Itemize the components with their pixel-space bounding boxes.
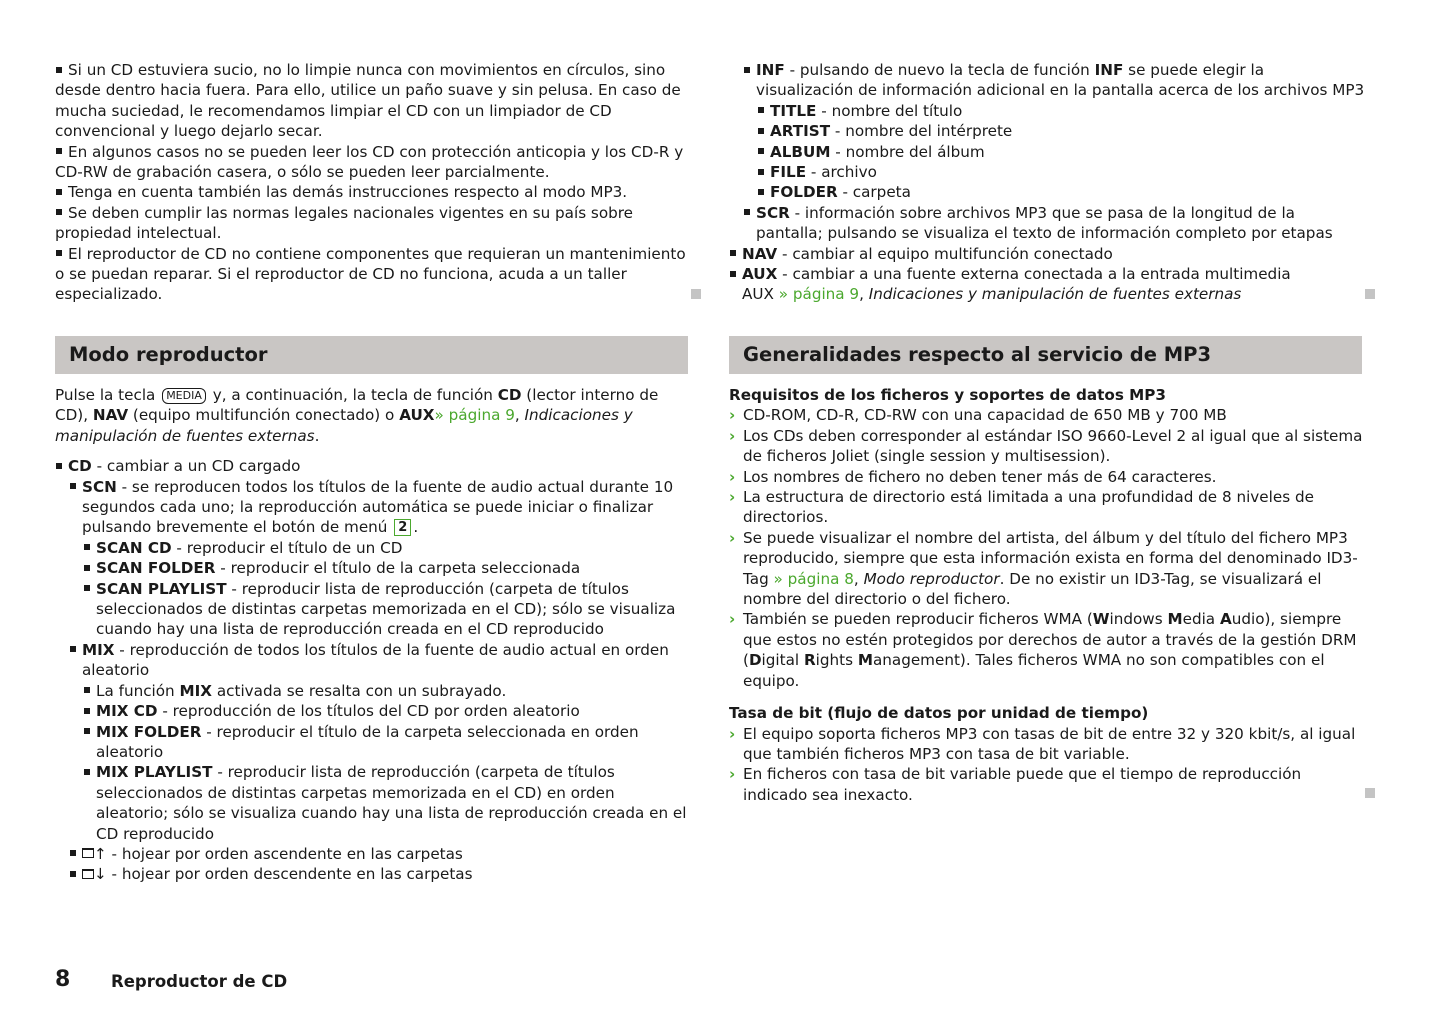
bullet-square-icon [84, 585, 90, 591]
chevron-right-icon: › [729, 467, 736, 486]
list-item: TITLE - nombre del título [729, 101, 1365, 121]
chevron-right-icon: › [729, 610, 736, 629]
list-item: › También se pueden reproducir ficheros WMA (Windows Media Audio), siempre que estos no estén protegidos por derechos de autor a través de la gestión DRM (Digital Rights Management). Tales ficheros WMA no son compatibles con el equipo. [729, 610, 1357, 690]
list-item: MIX - reproducción de todos los títulos de la fuente de audio actual en orden aleatorio [55, 640, 691, 681]
chevron-right-icon: › [729, 488, 736, 507]
page-number: 8 [55, 967, 71, 992]
section-header: Modo reproductor [55, 336, 688, 374]
list-item: SCN - se reproducen todos los títulos de la fuente de audio actual durante 10 segundos cada uno; la reproducción automática se puede iniciar o finalizar pulsando brevemente el botón de menú 2 . [55, 477, 691, 538]
bullet-square-icon [70, 871, 76, 877]
note-item: Si un CD estuviera sucio, no lo limpie nunca con movimientos en círculos, sino desde dentro hacia fuera. Para ello, utilice un paño suave y sin pelusa. En caso de mucha suciedad, le recomendamos limpiar el CD con un limpiador de CD convencional y luego dejarlo secar. [55, 61, 681, 141]
list-item: ALBUM - nombre del álbum [729, 142, 1365, 162]
bullet-square-icon [56, 209, 62, 215]
bullet-square-icon [758, 169, 764, 175]
folder-icon [82, 869, 94, 879]
section-header: Generalidades respecto al servicio de MP3 [729, 336, 1362, 374]
list-item: ↑ - hojear por orden ascendente en las carpetas [55, 844, 691, 864]
list-item: › El equipo soporta ficheros MP3 con tasas de bit de entre 32 y 320 kbit/s, al igual que también ficheros MP3 con tasa de bit variable. [729, 724, 1356, 763]
bullet-square-icon [744, 209, 750, 215]
bullet-square-icon [56, 67, 62, 73]
bullet-square-icon [84, 565, 90, 571]
list-item: AUX - cambiar a una fuente externa conectada a la entrada multimedia AUX » página 9, Indicaciones y manipulación de fuentes externas [729, 264, 1365, 305]
bullet-square-icon [56, 463, 62, 469]
list-item: ↓ - hojear por orden descendente en las carpetas [55, 864, 691, 884]
list-item: FILE - archivo [729, 162, 1365, 182]
chapter-title: Reproductor de CD [111, 972, 288, 991]
list-item: La función MIX activada se resalta con un subrayado. [55, 681, 691, 701]
bullet-square-icon [758, 128, 764, 134]
page-link[interactable]: » página 9 [434, 406, 515, 425]
bullet-square-icon [56, 148, 62, 154]
list-item: INF - pulsando de nuevo la tecla de función INF se puede elegir la visualización de información adicional en la pantalla acerca de los archivos MP3 [729, 60, 1365, 101]
list-item: FOLDER - carpeta [729, 182, 1365, 202]
intro-paragraph: Pulse la tecla MEDIA y, a continuación, la tecla de función CD (lector interno de CD), NAV (equipo multifunción conectado) o AUX» página 9, Indicaciones y manipulación de fuentes externas. [55, 386, 659, 445]
chevron-right-icon: › [729, 765, 736, 784]
list-item: › Se puede visualizar el nombre del artista, del álbum y del título del fichero MP3 reproducido, siempre que esta información exista en forma del denominado ID3-Tag » página 8, Modo reproductor. De no existir un ID3-Tag, se visualizará el nombre del directorio o del fichero. [729, 528, 1358, 609]
note-item: Tenga en cuenta también las demás instrucciones respecto al modo MP3. [55, 182, 691, 202]
bullet-square-icon [56, 250, 62, 256]
end-of-section-icon [1365, 788, 1375, 798]
note-item: Se deben cumplir las normas legales nacionales vigentes en su país sobre propiedad intelectual. [55, 203, 634, 243]
bullet-square-icon [84, 687, 90, 693]
chevron-right-icon: › [729, 406, 736, 425]
page-link[interactable]: » página 9 [778, 285, 860, 304]
subheading: Tasa de bit (flujo de datos por unidad de tiempo) [729, 704, 1149, 723]
bullet-square-icon [744, 67, 750, 73]
list-item: ARTIST - nombre del intérprete [729, 121, 1365, 141]
bullet-square-icon [758, 107, 764, 113]
menu-button-number-icon: 2 [394, 519, 411, 536]
list-item: › CD-ROM, CD-R, CD-RW con una capacidad de 650 MB y 700 MB [729, 406, 1227, 425]
bullet-square-icon [730, 271, 736, 277]
notes-block [55, 60, 691, 305]
list-item: SCAN PLAYLIST - reproducir lista de reproducción (carpeta de títulos seleccionados de distintas carpetas memorizada en el CD); sólo se visualiza cuando hay una lista de reproducción creada en el CD reproducido [55, 579, 691, 640]
chevron-right-icon: › [729, 528, 736, 547]
bullet-square-icon [70, 850, 76, 856]
folder-icon [82, 848, 94, 858]
page-link[interactable]: » página 8 [773, 569, 854, 588]
list-item: CD - cambiar a un CD cargado [55, 456, 691, 476]
bullet-square-icon [758, 148, 764, 154]
bullet-square-icon [70, 483, 76, 489]
end-of-section-icon [691, 289, 701, 299]
bullet-square-icon [730, 250, 736, 256]
list-item: › Los CDs deben corresponder al estándar ISO 9660-Level 2 al igual que al sistema de ficheros Joliet (single session y multisession). [729, 426, 1363, 466]
list-item: › La estructura de directorio está limitada a una profundidad de 8 niveles de directorios. [729, 488, 1314, 527]
chevron-right-icon: › [729, 724, 736, 743]
chevron-right-icon: › [729, 426, 736, 445]
list-item: MIX PLAYLIST - reproducir lista de reproducción (carpeta de títulos seleccionados de distintas carpetas memorizada en el CD) en orden aleatorio; sólo se visualiza cuando hay una lista de reproducción creada en el CD reproducido [55, 762, 691, 844]
section-body [55, 385, 691, 885]
note-item: En algunos casos no se pueden leer los CD con protección anticopia y los CD-R y CD-RW de grabación casera, o sólo se pueden leer parcialmente. [55, 142, 684, 182]
bullet-square-icon [84, 728, 90, 734]
media-key-icon: MEDIA [162, 388, 206, 404]
subheading: Requisitos de los ficheros y soportes de datos MP3 [729, 386, 1166, 404]
list-item: SCAN CD - reproducir el título de un CD [55, 538, 691, 558]
list-item: › En ficheros con tasa de bit variable puede que el tiempo de reproducción indicado sea inexacto. [729, 765, 1302, 804]
bullet-square-icon [70, 646, 76, 652]
list-item: MIX FOLDER - reproducir el título de la carpeta seleccionada en orden aleatorio [55, 722, 691, 763]
end-of-section-icon [1365, 289, 1375, 299]
bullet-square-icon [56, 189, 62, 195]
bullet-square-icon [758, 189, 764, 195]
section-body [729, 385, 1365, 805]
note-item: El reproductor de CD no contiene componentes que requieran un mantenimiento o se puedan reparar. Si el reproductor de CD no funciona, acuda a un taller especializado. [55, 244, 686, 304]
list-item: MIX CD - reproducción de los títulos del CD por orden aleatorio [55, 701, 691, 721]
list-item: SCR - información sobre archivos MP3 que se pasa de la longitud de la pantalla; pulsando se visualiza el texto de información completo por etapas [729, 203, 1365, 244]
list-item: › Los nombres de fichero no deben tener más de 64 caracteres. [729, 467, 1217, 486]
bullet-square-icon [84, 708, 90, 714]
bullet-square-icon [84, 769, 90, 775]
function-list-continued [729, 60, 1365, 305]
list-item: NAV - cambiar al equipo multifunción conectado [729, 244, 1365, 264]
list-item: SCAN FOLDER - reproducir el título de la carpeta seleccionada [55, 558, 691, 578]
bullet-square-icon [84, 544, 90, 550]
